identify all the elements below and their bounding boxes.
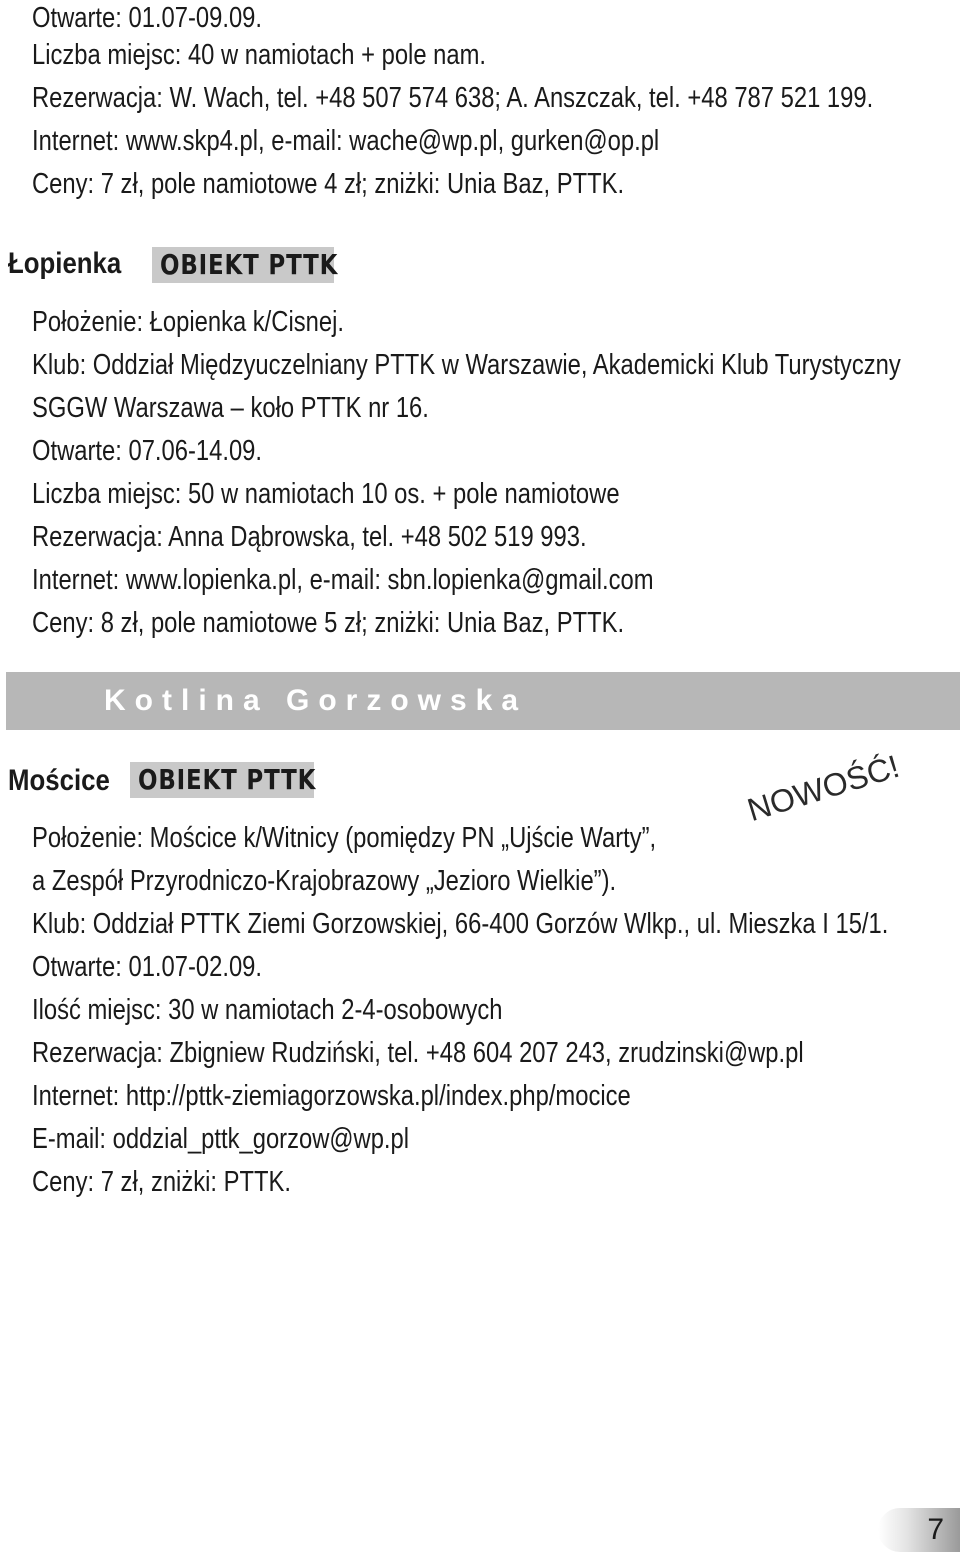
lopienka-location: Położenie: Łopienka k/Cisnej. [32,306,344,338]
lopienka-club-cont: SGGW Warszawa – koło PTTK nr 16. [32,392,429,424]
lopienka-title: Łopienka [8,247,122,280]
page-number: 7 [927,1513,944,1546]
top-capacity: Liczba miejsc: 40 w namiotach + pole nam. [32,39,487,71]
lopienka-prices: Ceny: 8 zł, pole namiotowe 5 zł; zniżki: Unia Baz, PTTK. [32,607,625,639]
moscice-open-dates: Otwarte: 01.07-02.09. [32,951,263,983]
lopienka-open-dates: Otwarte: 07.06-14.09. [32,435,263,467]
lopienka-internet: Internet: www.lopienka.pl, e-mail: sbn.lopienka@gmail.com [32,564,654,596]
moscice-capacity: Ilość miejsc: 30 w namiotach 2-4-osobowych [32,994,503,1026]
top-reservation: Rezerwacja: W. Wach, tel. +48 507 574 638; A. Anszczak, tel. +48 787 521 199. [32,82,874,114]
page-number-tab [878,1508,960,1552]
moscice-pttk-badge: OBIEKT PTTK [130,762,314,798]
lopienka-capacity: Liczba miejsc: 50 w namiotach 10 os. + pole namiotowe [32,478,620,510]
region-title: Kotlina Gorzowska [104,684,528,717]
moscice-club: Klub: Oddział PTTK Ziemi Gorzowskiej, 66-400 Gorzów Wlkp., ul. Mieszka I 15/1. [32,908,889,940]
lopienka-pttk-badge: OBIEKT PTTK [152,247,334,283]
moscice-email: E-mail: oddzial_pttk_gorzow@wp.pl [32,1123,410,1155]
moscice-location-cont: a Zespół Przyrodniczo-Krajobrazowy „Jezioro Wielkie”). [32,865,617,897]
top-open-dates: Otwarte: 01.07-09.09. [32,2,263,34]
top-prices: Ceny: 7 zł, pole namiotowe 4 zł; zniżki: Unia Baz, PTTK. [32,168,625,200]
moscice-location: Położenie: Mościce k/Witnicy (pomiędzy PN „Ujście Warty”, [32,822,657,854]
top-internet: Internet: www.skp4.pl, e-mail: wache@wp.pl, gurken@op.pl [32,125,660,157]
moscice-internet: Internet: http://pttk-ziemiagorzowska.pl/index.php/mocice [32,1080,631,1112]
moscice-reservation: Rezerwacja: Zbigniew Rudziński, tel. +48 604 207 243, zrudzinski@wp.pl [32,1037,804,1069]
new-stamp: NOWOŚĆ! [743,747,904,829]
moscice-title: Mościce [8,764,110,797]
lopienka-club: Klub: Oddział Międzyuczelniany PTTK w Warszawie, Akademicki Klub Turystyczny [32,349,901,381]
moscice-prices: Ceny: 7 zł, zniżki: PTTK. [32,1166,292,1198]
lopienka-reservation: Rezerwacja: Anna Dąbrowska, tel. +48 502 519 993. [32,521,587,553]
